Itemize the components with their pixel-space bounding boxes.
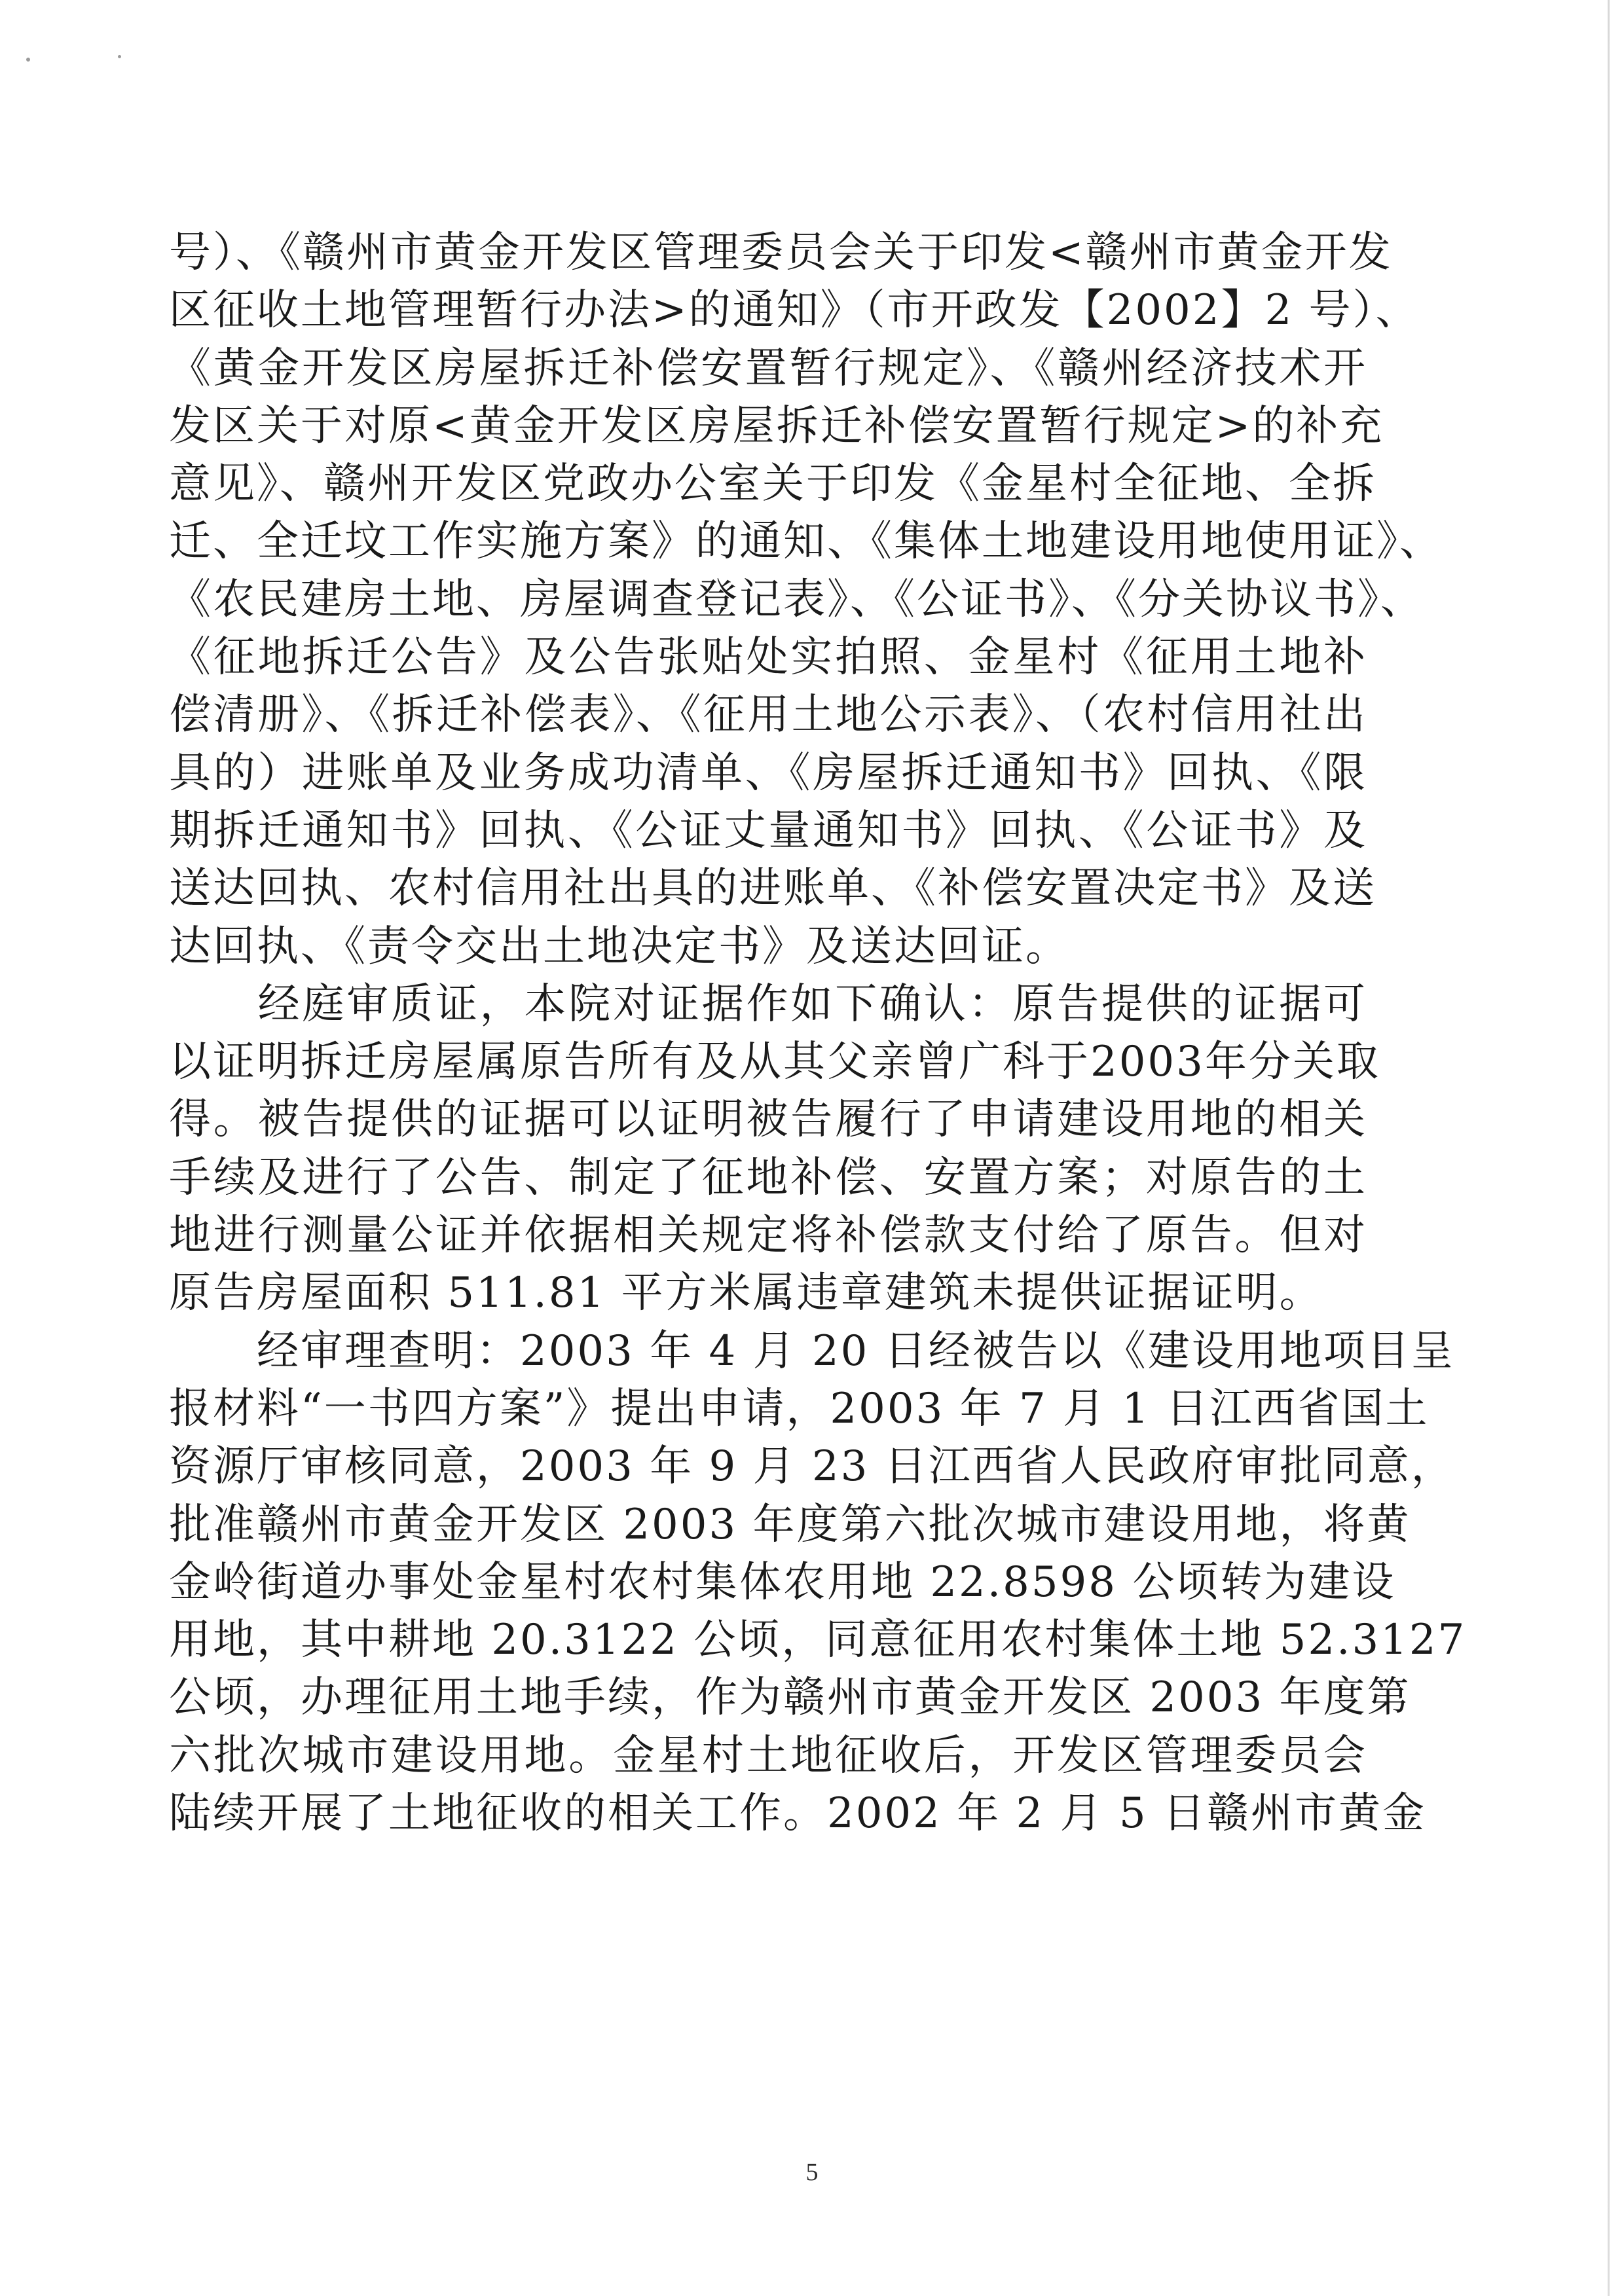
text-line: 偿清册》、《拆迁补偿表》、《征用土地公示表》、（农村信用社出 <box>169 691 1367 740</box>
text-line: 送达回执、农村信用社出具的进账单、《补偿安置决定书》及送 <box>169 864 1376 913</box>
text-line: 公顷，办理征用土地手续，作为赣州市黄金开发区 2003 年度第 <box>169 1673 1411 1722</box>
body-text <box>169 224 1467 1842</box>
text-line: 期拆迁通知书》回执、《公证丈量通知书》回执、《公证书》及 <box>169 806 1367 855</box>
text-line: 以证明拆迁房屋属原告所有及从其父亲曾广科于2003年分关取 <box>169 1038 1380 1087</box>
text-line: 用地，其中耕地 20.3122 公顷，同意征用农村集体土地 52.3127 <box>169 1616 1467 1665</box>
scan-edge <box>1608 0 1610 2296</box>
text-line: 手续及进行了公告、制定了征地补偿、安置方案；对原告的土 <box>169 1153 1367 1202</box>
text-line: 《征地拆迁公告》及公告张贴处实拍照、金星村《征用土地补 <box>169 633 1367 682</box>
text-line: 金岭街道办事处金星村农村集体农用地 22.8598 公顷转为建设 <box>169 1558 1396 1607</box>
text-line: 报材料“一书四方案”》提出申请，2003 年 7 月 1 日江西省国土 <box>169 1384 1430 1433</box>
text-line: 具的）进账单及业务成功清单、《房屋拆迁通知书》回执、《限 <box>169 748 1367 797</box>
page-number: 5 <box>805 2159 819 2186</box>
text-line: 地进行测量公证并依据相关规定将补偿款支付给了原告。但对 <box>169 1211 1367 1260</box>
text-line: 意见》、赣州开发区党政办公室关于印发《金星村全征地、全拆 <box>169 460 1376 509</box>
text-line: 得。被告提供的证据可以证明被告履行了申请建设用地的相关 <box>169 1095 1367 1144</box>
text-line: 区征收土地管理暂行办法>的通知》（市开政发【2002】2 号）、 <box>169 286 1420 335</box>
text-line: 发区关于对原<黄金开发区房屋拆迁补偿安置暂行规定>的补充 <box>169 401 1384 450</box>
text-line: 六批次城市建设用地。金星村土地征收后，开发区管理委员会 <box>169 1731 1367 1780</box>
text-line: 《农民建房土地、房屋调查登记表》、《公证书》、《分关协议书》、 <box>169 575 1424 624</box>
text-line: 号）、《赣州市黄金开发区管理委员会关于印发<赣州市黄金开发 <box>169 228 1393 277</box>
text-line: 《黄金开发区房屋拆迁补偿安置暂行规定》、《赣州经济技术开 <box>169 344 1367 393</box>
text-line: 达回执、《责令交出土地决定书》及送达回证。 <box>169 922 1069 971</box>
text-line: 经审理查明：2003 年 4 月 20 日经被告以《建设用地项目呈 <box>169 1326 1455 1376</box>
text-line: 原告房屋面积 511.81 平方米属违章建筑未提供证据证明。 <box>169 1269 1323 1318</box>
scan-speck <box>26 58 30 62</box>
text-line: 批准赣州市黄金开发区 2003 年度第六批次城市建设用地，将黄 <box>169 1500 1411 1549</box>
text-line: 陆续开展了土地征收的相关工作。2002 年 2 月 5 日赣州市黄金 <box>169 1789 1427 1838</box>
scan-speck <box>118 55 121 58</box>
text-line: 迁、全迁坟工作实施方案》的通知、《集体土地建设用地使用证》、 <box>169 517 1443 566</box>
text-line: 经庭审质证，本院对证据作如下确认：原告提供的证据可 <box>169 979 1367 1029</box>
text-line: 资源厅审核同意，2003 年 9 月 23 日江西省人民政府审批同意， <box>169 1442 1455 1491</box>
